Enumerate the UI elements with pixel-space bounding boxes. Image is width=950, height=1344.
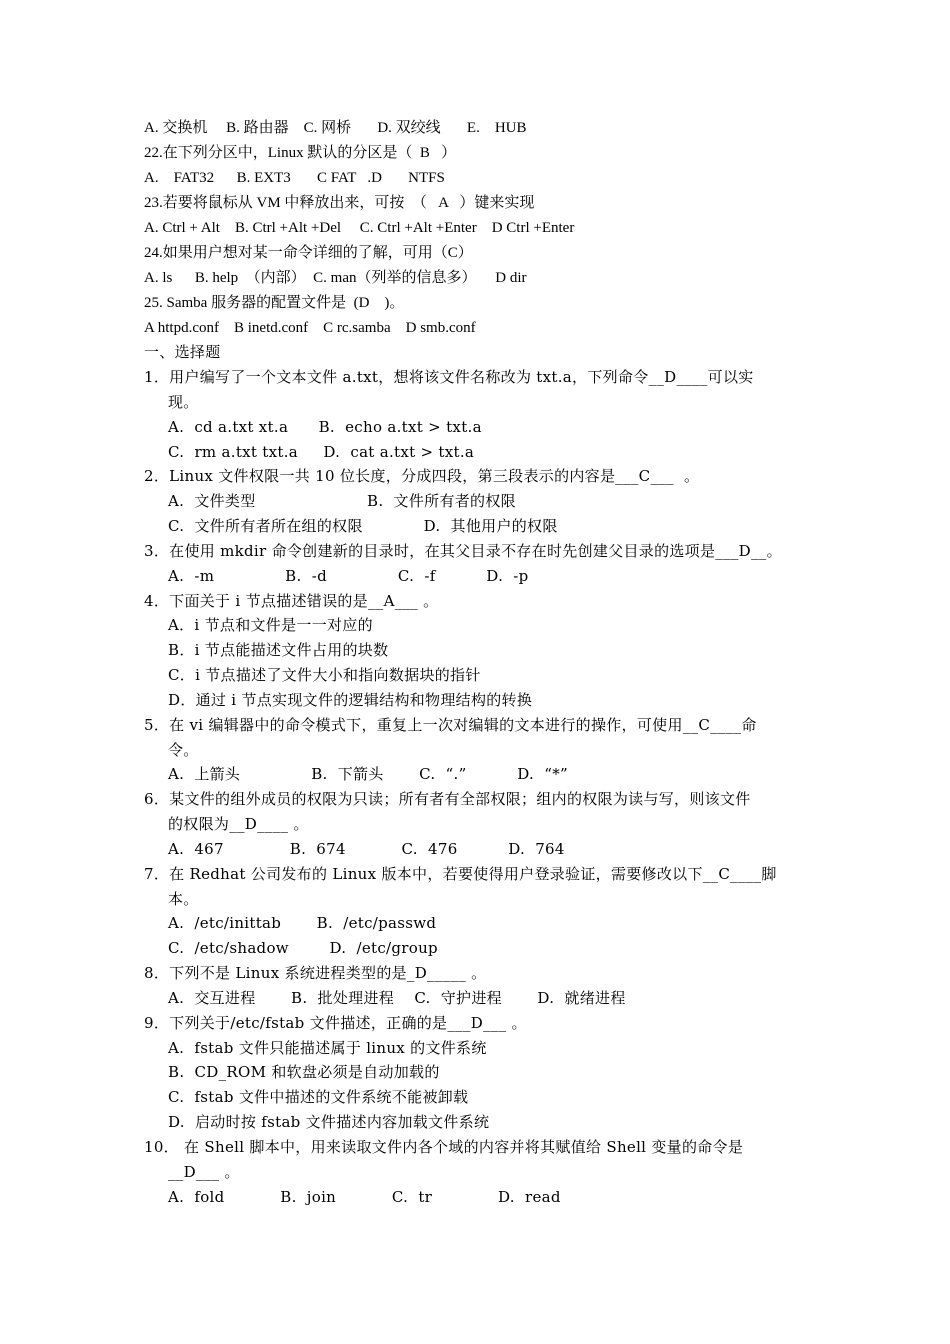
text-line: C. fstab 文件中描述的文件系统不能被卸载 [168,1088,469,1106]
text-line: A httpd.conf B inetd.conf C rc.samba D smb.conf [144,320,476,336]
text-line: 4．下面关于 i 节点描述错误的是__A___ 。 [144,592,439,610]
text-line: A. ls B. help （内部） C. man（列举的信息多） D dir [144,270,527,286]
text-line: A. FAT32 B. EXT3 C FAT .D NTFS [144,170,445,186]
text-line: A. /etc/inittab B. /etc/passwd [168,914,437,932]
text-line: A. 交换机 B. 路由器 C. 网桥 D. 双绞线 E. HUB [144,120,527,136]
text-line: 10． 在 Shell 脚本中，用来读取文件内各个域的内容并将其赋值给 Shell 变量的命令是 [144,1138,744,1156]
text-line: A. 交互进程 B. 批处理进程 C. 守护进程 D. 就绪进程 [168,989,626,1007]
text-line: 令。 [168,741,199,759]
text-line: C．i 节点描述了文件大小和指向数据块的指针 [168,666,481,684]
text-line: 22.在下列分区中，Linux 默认的分区是（ B ） [144,145,457,161]
text-line: A. 文件类型 B. 文件所有者的权限 [168,492,516,510]
text-line: 2．Linux 文件权限一共 10 位长度，分成四段，第三段表示的内容是___C___ 。 [144,467,700,485]
text-line: A. 上箭头 B. 下箭头 C. “.” D. “*” [168,765,568,783]
text-line: 本。 [168,890,199,908]
text-line: 一、选择题 [144,343,221,361]
text-line: A. -m B. -d C. -f D. -p [168,567,529,585]
text-line: C. 文件所有者所在组的权限 D. 其他用户的权限 [168,517,558,535]
text-line: 3．在使用 mkdir 命令创建新的目录时，在其父目录不存在时先创建父目录的选项是___D__。 [144,542,782,560]
text-line: 23.若要将鼠标从 VM 中释放出来，可按 （ A ）键来实现 [144,195,535,211]
text-line: 的权限为__D____ 。 [168,815,309,833]
text-line: 现。 [168,393,199,411]
text-line: D．通过 i 节点实现文件的逻辑结构和物理结构的转换 [168,691,533,709]
text-line: A. Ctrl + Alt B. Ctrl +Alt +Del C. Ctrl +Alt +Enter D Ctrl +Enter [144,220,575,236]
text-line: 9．下列关于/etc/fstab 文件描述，正确的是___D___ 。 [144,1014,527,1032]
text-line: D. 启动时按 fstab 文件描述内容加载文件系统 [168,1113,490,1131]
text-line: 7．在 Redhat 公司发布的 Linux 版本中，若要使得用户登录验证，需要修改以下__C____脚 [144,865,777,883]
text-line: __D___ 。 [168,1163,240,1181]
text-line: 1．用户编写了一个文本文件 a.txt，想将该文件名称改为 txt.a，下列命令__D____可以实 [144,368,754,386]
text-line: B. CD_ROM 和软盘必须是自动加载的 [168,1063,440,1081]
text-line: 6．某文件的组外成员的权限为只读；所有者有全部权限；组内的权限为读与写，则该文件 [144,790,751,808]
text-line: A. fold B. join C. tr D. read [168,1188,561,1206]
text-line: 25. Samba 服务器的配置文件是 (D )。 [144,295,405,311]
text-line: 24.如果用户想对某一命令详细的了解，可用（C） [144,245,473,261]
text-line: 8．下列不是 Linux 系统进程类型的是_D_____ 。 [144,964,487,982]
text-line: C. /etc/shadow D. /etc/group [168,939,438,957]
text-line: A．i 节点和文件是一一对应的 [168,616,373,634]
text-line: 5．在 vi 编辑器中的命令模式下，重复上一次对编辑的文本进行的操作，可使用__C____命 [144,716,757,734]
text-line: C. rm a.txt txt.a D. cat a.txt > txt.a [168,443,475,461]
text-line: A. 467 B. 674 C. 476 D. 764 [168,840,565,858]
text-line: A. cd a.txt xt.a B. echo a.txt > txt.a [168,418,482,436]
text-line: A. fstab 文件只能描述属于 linux 的文件系统 [168,1039,487,1057]
text-line: B．i 节点能描述文件占用的块数 [168,641,389,659]
